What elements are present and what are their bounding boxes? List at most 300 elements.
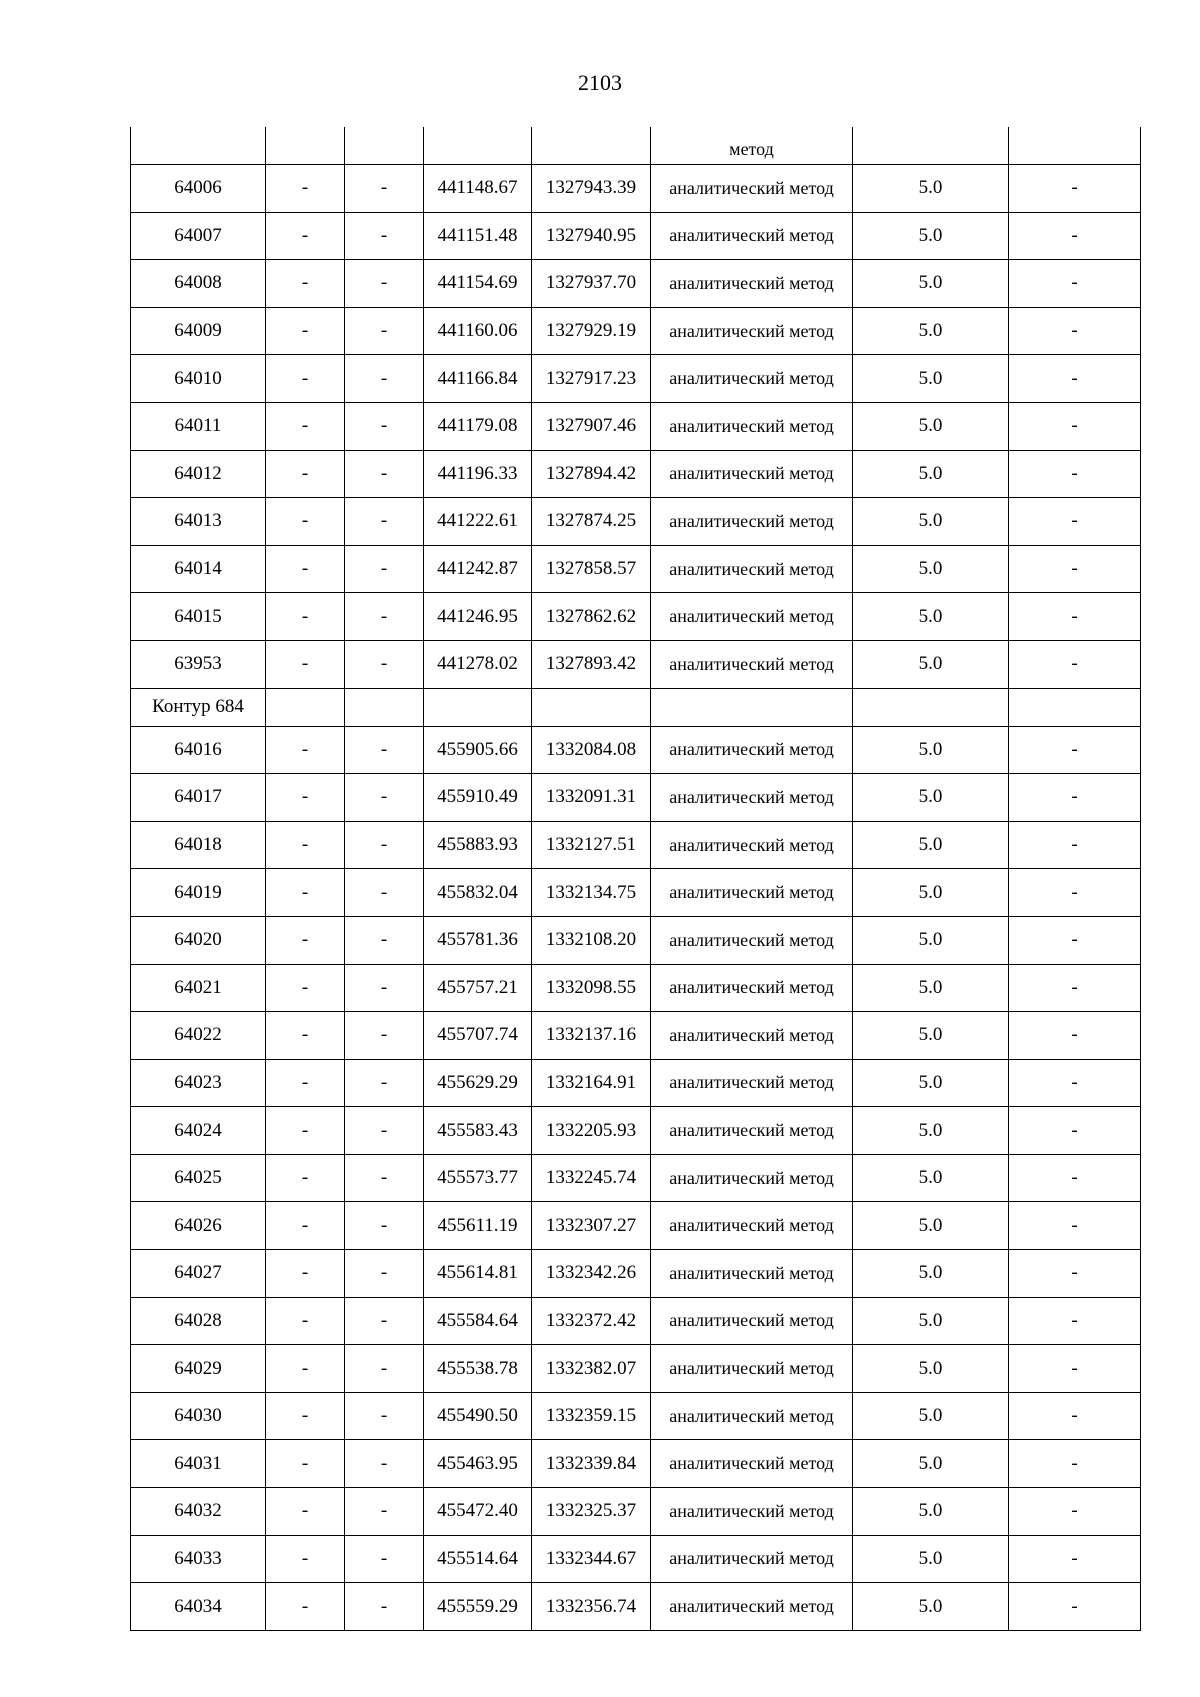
cell-y: 1332108.20 (532, 916, 651, 964)
cell-y: 1327943.39 (532, 165, 651, 213)
table-row (131, 916, 1141, 964)
cell-col8: - (1009, 1488, 1141, 1536)
cell-method (651, 1059, 853, 1107)
cell-col2: - (266, 1488, 345, 1536)
table-row (131, 1250, 1141, 1298)
cell-accuracy: 5.0 (853, 821, 1009, 869)
cell-method (651, 1535, 853, 1583)
cell-col2: - (266, 402, 345, 450)
cell-x: 441154.69 (424, 260, 532, 308)
cell-x: 455614.81 (424, 1250, 532, 1298)
cell-col3: - (345, 1297, 424, 1345)
cell-method (651, 916, 853, 964)
empty-cell (424, 688, 532, 726)
cell-col3: - (345, 640, 424, 688)
table-row (131, 1535, 1141, 1583)
method-text: аналитический метод (669, 510, 834, 531)
cell-col3: - (345, 498, 424, 546)
table-row (131, 1583, 1141, 1631)
cell-method (651, 640, 853, 688)
cell-col3: - (345, 964, 424, 1012)
cell-x: 441148.67 (424, 165, 532, 213)
cell-id: 64007 (131, 212, 266, 260)
cell-col8: - (1009, 260, 1141, 308)
cell-x: 455514.64 (424, 1535, 532, 1583)
cell-id: 64030 (131, 1392, 266, 1440)
cell-col8: - (1009, 1250, 1141, 1298)
empty-cell (1009, 688, 1141, 726)
cell-id: 64006 (131, 165, 266, 213)
method-text: аналитический метод (669, 1024, 834, 1045)
table-row (131, 1440, 1141, 1488)
cell-id: 64017 (131, 774, 266, 822)
cell-y: 1327937.70 (532, 260, 651, 308)
table-row (131, 1059, 1141, 1107)
cell-y: 1332325.37 (532, 1488, 651, 1536)
cell-col2: - (266, 1392, 345, 1440)
method-text: аналитический метод (669, 1072, 834, 1093)
cell-x: 455781.36 (424, 916, 532, 964)
cell-method (651, 1297, 853, 1345)
empty-cell (532, 688, 651, 726)
method-text: метод (729, 138, 774, 159)
cell-col3: - (345, 1059, 424, 1107)
cell-id: 63953 (131, 640, 266, 688)
cell-col3: - (345, 355, 424, 403)
contour-title: Контур 684 (131, 688, 266, 726)
cell-col8: - (1009, 1012, 1141, 1060)
cell-method (651, 307, 853, 355)
table-row (131, 355, 1141, 403)
cell-col2: - (266, 726, 345, 774)
cell-col2: - (266, 450, 345, 498)
cell-x: 441278.02 (424, 640, 532, 688)
cell-accuracy: 5.0 (853, 1059, 1009, 1107)
method-text: аналитический метод (669, 786, 834, 807)
cell-id: 64020 (131, 916, 266, 964)
cell-x: 455538.78 (424, 1345, 532, 1393)
method-text: аналитический метод (669, 977, 834, 998)
cell-y: 1332359.15 (532, 1392, 651, 1440)
cell-accuracy: 5.0 (853, 307, 1009, 355)
method-text: аналитический метод (669, 558, 834, 579)
cell-y: 1327940.95 (532, 212, 651, 260)
cell-col2: - (266, 498, 345, 546)
cell-y: 1332356.74 (532, 1583, 651, 1631)
cell-method (651, 1440, 853, 1488)
cell-method (651, 1345, 853, 1393)
cell-y: 1327893.42 (532, 640, 651, 688)
cell-col2: - (266, 545, 345, 593)
cell-col2: - (266, 355, 345, 403)
cell-col3: - (345, 821, 424, 869)
cell-x: 455629.29 (424, 1059, 532, 1107)
cell-col8: - (1009, 1535, 1141, 1583)
cell-accuracy: 5.0 (853, 916, 1009, 964)
cell-y: 1332137.16 (532, 1012, 651, 1060)
cell-y: 1327874.25 (532, 498, 651, 546)
table-row (131, 498, 1141, 546)
cell-col8: - (1009, 450, 1141, 498)
table-row-continued (131, 127, 1141, 165)
cell-y: 1332307.27 (532, 1202, 651, 1250)
cell-method (651, 869, 853, 917)
cell-x: 441196.33 (424, 450, 532, 498)
cell-col8 (1009, 127, 1141, 165)
cell-x: 455583.43 (424, 1107, 532, 1155)
cell-accuracy: 5.0 (853, 545, 1009, 593)
cell-accuracy: 5.0 (853, 402, 1009, 450)
table-row (131, 450, 1141, 498)
cell-accuracy: 5.0 (853, 1297, 1009, 1345)
cell-id: 64033 (131, 1535, 266, 1583)
cell-col3: - (345, 1535, 424, 1583)
table-row (131, 821, 1141, 869)
cell-y: 1332134.75 (532, 869, 651, 917)
cell-accuracy: 5.0 (853, 640, 1009, 688)
cell-col8: - (1009, 212, 1141, 260)
cell-method (651, 212, 853, 260)
coordinates-table (130, 127, 1141, 1631)
cell-col3: - (345, 307, 424, 355)
cell-col3: - (345, 165, 424, 213)
cell-col8: - (1009, 498, 1141, 546)
cell-x: 455910.49 (424, 774, 532, 822)
table-body (131, 127, 1141, 1630)
cell-col2: - (266, 593, 345, 641)
cell-col3: - (345, 1012, 424, 1060)
cell-x: 455905.66 (424, 726, 532, 774)
method-text: аналитический метод (669, 368, 834, 389)
cell-id: 64022 (131, 1012, 266, 1060)
cell-col3: - (345, 450, 424, 498)
method-text: аналитический метод (669, 882, 834, 903)
cell-id: 64023 (131, 1059, 266, 1107)
table-row (131, 1107, 1141, 1155)
cell-y: 1332344.67 (532, 1535, 651, 1583)
cell-accuracy: 5.0 (853, 726, 1009, 774)
cell-accuracy: 5.0 (853, 498, 1009, 546)
cell-col2: - (266, 1250, 345, 1298)
cell-y: 1332205.93 (532, 1107, 651, 1155)
cell-col8: - (1009, 640, 1141, 688)
cell-col8: - (1009, 774, 1141, 822)
cell-col8: - (1009, 355, 1141, 403)
cell-method (651, 964, 853, 1012)
cell-method (651, 1202, 853, 1250)
table-row (131, 640, 1141, 688)
cell-col3: - (345, 260, 424, 308)
cell-id: 64016 (131, 726, 266, 774)
method-text: аналитический метод (669, 1596, 834, 1617)
cell-id: 64013 (131, 498, 266, 546)
cell-method (651, 1583, 853, 1631)
table-row (131, 1345, 1141, 1393)
cell-method (651, 593, 853, 641)
cell-y: 1327894.42 (532, 450, 651, 498)
table-row (131, 726, 1141, 774)
method-text: аналитический метод (669, 320, 834, 341)
method-text: аналитический метод (669, 834, 834, 855)
cell-col2: - (266, 640, 345, 688)
table-row (131, 260, 1141, 308)
cell-col2: - (266, 869, 345, 917)
cell-method (651, 127, 853, 165)
method-text: аналитический метод (669, 1262, 834, 1283)
cell-id: 64014 (131, 545, 266, 593)
cell-col8: - (1009, 916, 1141, 964)
cell-x (424, 127, 532, 165)
cell-col3: - (345, 402, 424, 450)
cell-col8: - (1009, 1583, 1141, 1631)
cell-y: 1332164.91 (532, 1059, 651, 1107)
cell-col8: - (1009, 545, 1141, 593)
cell-method (651, 1488, 853, 1536)
cell-accuracy: 5.0 (853, 1488, 1009, 1536)
table-row (131, 774, 1141, 822)
cell-accuracy: 5.0 (853, 593, 1009, 641)
method-text: аналитический метод (669, 1405, 834, 1426)
cell-x: 455472.40 (424, 1488, 532, 1536)
cell-col3: - (345, 545, 424, 593)
cell-y: 1332091.31 (532, 774, 651, 822)
cell-col3: - (345, 869, 424, 917)
cell-method (651, 821, 853, 869)
cell-accuracy: 5.0 (853, 450, 1009, 498)
cell-col8: - (1009, 1154, 1141, 1202)
cell-id: 64027 (131, 1250, 266, 1298)
empty-cell (853, 688, 1009, 726)
cell-col3: - (345, 212, 424, 260)
cell-x: 455707.74 (424, 1012, 532, 1060)
cell-y: 1332342.26 (532, 1250, 651, 1298)
empty-cell (266, 688, 345, 726)
cell-col3: - (345, 1250, 424, 1298)
cell-accuracy: 5.0 (853, 869, 1009, 917)
cell-accuracy: 5.0 (853, 774, 1009, 822)
cell-id: 64019 (131, 869, 266, 917)
cell-x: 455573.77 (424, 1154, 532, 1202)
cell-col3: - (345, 774, 424, 822)
cell-col3: - (345, 726, 424, 774)
table-row (131, 545, 1141, 593)
cell-col2: - (266, 260, 345, 308)
cell-col2: - (266, 1059, 345, 1107)
cell-accuracy: 5.0 (853, 260, 1009, 308)
cell-x: 441166.84 (424, 355, 532, 403)
cell-method (651, 260, 853, 308)
cell-col2: - (266, 1107, 345, 1155)
cell-x: 455559.29 (424, 1583, 532, 1631)
cell-x: 455883.93 (424, 821, 532, 869)
cell-method (651, 165, 853, 213)
cell-x: 441160.06 (424, 307, 532, 355)
method-text: аналитический метод (669, 177, 834, 198)
method-text: аналитический метод (669, 929, 834, 950)
cell-col2: - (266, 1535, 345, 1583)
cell-x: 455611.19 (424, 1202, 532, 1250)
cell-accuracy: 5.0 (853, 964, 1009, 1012)
cell-id (131, 127, 266, 165)
table-row (131, 307, 1141, 355)
cell-id: 64024 (131, 1107, 266, 1155)
cell-method (651, 355, 853, 403)
cell-y: 1332245.74 (532, 1154, 651, 1202)
cell-x: 455463.95 (424, 1440, 532, 1488)
cell-id: 64028 (131, 1297, 266, 1345)
cell-id: 64029 (131, 1345, 266, 1393)
cell-method (651, 726, 853, 774)
method-text: аналитический метод (669, 606, 834, 627)
cell-col2: - (266, 964, 345, 1012)
method-text: аналитический метод (669, 272, 834, 293)
cell-method (651, 1107, 853, 1155)
cell-col3: - (345, 1440, 424, 1488)
cell-col8: - (1009, 726, 1141, 774)
cell-id: 64012 (131, 450, 266, 498)
cell-col2: - (266, 774, 345, 822)
cell-col3 (345, 127, 424, 165)
cell-id: 64026 (131, 1202, 266, 1250)
cell-col3: - (345, 916, 424, 964)
cell-x: 441151.48 (424, 212, 532, 260)
cell-col2: - (266, 1154, 345, 1202)
cell-method (651, 1154, 853, 1202)
cell-col8: - (1009, 821, 1141, 869)
table-row (131, 1202, 1141, 1250)
cell-col8: - (1009, 1059, 1141, 1107)
cell-id: 64015 (131, 593, 266, 641)
cell-col3: - (345, 1488, 424, 1536)
method-text: аналитический метод (669, 1500, 834, 1521)
table-row (131, 402, 1141, 450)
cell-accuracy: 5.0 (853, 1250, 1009, 1298)
table-row (131, 1392, 1141, 1440)
cell-col2: - (266, 1583, 345, 1631)
cell-y: 1332339.84 (532, 1440, 651, 1488)
cell-id: 64011 (131, 402, 266, 450)
cell-col3: - (345, 1107, 424, 1155)
table-row (131, 212, 1141, 260)
method-text: аналитический метод (669, 1453, 834, 1474)
cell-accuracy: 5.0 (853, 212, 1009, 260)
page-number: 2103 (578, 70, 622, 95)
cell-x: 455832.04 (424, 869, 532, 917)
method-text: аналитический метод (669, 1548, 834, 1569)
cell-col2: - (266, 1440, 345, 1488)
method-text: аналитический метод (669, 415, 834, 436)
table-row (131, 1154, 1141, 1202)
cell-col2 (266, 127, 345, 165)
cell-id: 64025 (131, 1154, 266, 1202)
cell-method (651, 1012, 853, 1060)
cell-col3: - (345, 1154, 424, 1202)
cell-accuracy: 5.0 (853, 1440, 1009, 1488)
cell-method (651, 545, 853, 593)
cell-x: 455757.21 (424, 964, 532, 1012)
table-row (131, 165, 1141, 213)
cell-id: 64018 (131, 821, 266, 869)
cell-id: 64031 (131, 1440, 266, 1488)
table-row (131, 1297, 1141, 1345)
cell-col8: - (1009, 1345, 1141, 1393)
cell-method (651, 1250, 853, 1298)
cell-col3: - (345, 1202, 424, 1250)
table-row (131, 1488, 1141, 1536)
cell-col2: - (266, 307, 345, 355)
cell-x: 441242.87 (424, 545, 532, 593)
cell-col8: - (1009, 869, 1141, 917)
cell-col3: - (345, 593, 424, 641)
cell-col8: - (1009, 402, 1141, 450)
cell-y: 1327929.19 (532, 307, 651, 355)
cell-accuracy: 5.0 (853, 1107, 1009, 1155)
method-text: аналитический метод (669, 1215, 834, 1236)
cell-col8: - (1009, 964, 1141, 1012)
cell-id: 64009 (131, 307, 266, 355)
cell-col2: - (266, 212, 345, 260)
cell-y (532, 127, 651, 165)
cell-col3: - (345, 1392, 424, 1440)
cell-method (651, 498, 853, 546)
cell-col8: - (1009, 1440, 1141, 1488)
cell-y: 1327907.46 (532, 402, 651, 450)
cell-col2: - (266, 916, 345, 964)
cell-accuracy: 5.0 (853, 1154, 1009, 1202)
cell-y: 1327858.57 (532, 545, 651, 593)
cell-col3: - (345, 1345, 424, 1393)
cell-id: 64034 (131, 1583, 266, 1631)
method-text: аналитический метод (669, 225, 834, 246)
cell-id: 64021 (131, 964, 266, 1012)
cell-y: 1332098.55 (532, 964, 651, 1012)
cell-x: 455584.64 (424, 1297, 532, 1345)
method-text: аналитический метод (669, 653, 834, 674)
cell-y: 1327917.23 (532, 355, 651, 403)
cell-col2: - (266, 1012, 345, 1060)
cell-col3: - (345, 1583, 424, 1631)
cell-id: 64010 (131, 355, 266, 403)
cell-col2: - (266, 821, 345, 869)
method-text: аналитический метод (669, 739, 834, 760)
cell-col2: - (266, 1297, 345, 1345)
method-text: аналитический метод (669, 1358, 834, 1379)
cell-y: 1332084.08 (532, 726, 651, 774)
cell-col2: - (266, 165, 345, 213)
cell-id: 64032 (131, 1488, 266, 1536)
table-row (131, 593, 1141, 641)
cell-col8: - (1009, 1202, 1141, 1250)
cell-accuracy: 5.0 (853, 1392, 1009, 1440)
cell-accuracy: 5.0 (853, 1345, 1009, 1393)
cell-method (651, 774, 853, 822)
cell-accuracy: 5.0 (853, 165, 1009, 213)
cell-col8: - (1009, 307, 1141, 355)
cell-col8: - (1009, 593, 1141, 641)
cell-x: 441246.95 (424, 593, 532, 641)
cell-accuracy: 5.0 (853, 355, 1009, 403)
cell-x: 455490.50 (424, 1392, 532, 1440)
method-text: аналитический метод (669, 1120, 834, 1141)
cell-x: 441179.08 (424, 402, 532, 450)
cell-col2: - (266, 1202, 345, 1250)
method-text: аналитический метод (669, 1310, 834, 1331)
cell-method (651, 402, 853, 450)
cell-col8: - (1009, 1392, 1141, 1440)
cell-y: 1332382.07 (532, 1345, 651, 1393)
cell-method (651, 450, 853, 498)
cell-accuracy: 5.0 (853, 1012, 1009, 1060)
